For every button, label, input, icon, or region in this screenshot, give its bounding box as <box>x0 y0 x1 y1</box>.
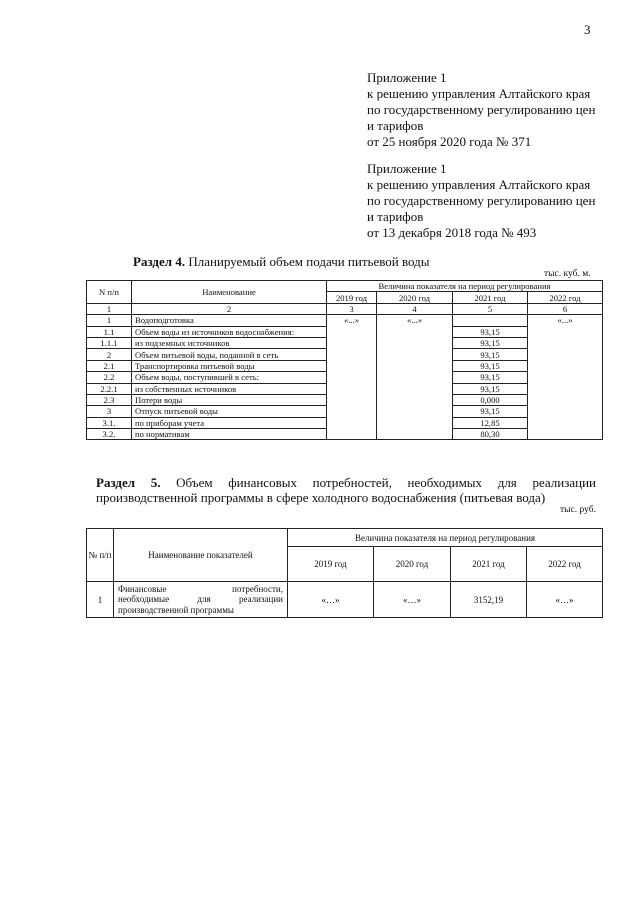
row-name: Объем воды из источников водоснабжения: <box>132 326 327 337</box>
value-2021: 93,15 <box>453 383 528 394</box>
row-num: 1 <box>87 582 114 618</box>
header-period: Величина показателя на период регулирования <box>288 529 603 547</box>
section4-title-text: Планируемый объем подачи питьевой воды <box>185 254 430 269</box>
value-2022: «...» <box>528 315 603 440</box>
value-2021: 0,000 <box>453 394 528 405</box>
row-name: Объем воды, поступившей в сеть: <box>132 372 327 383</box>
appendix-line: от 25 ноября 2020 года № 371 <box>367 134 532 149</box>
header-num: № п/п <box>87 529 114 582</box>
section4-title-bold: Раздел 4. <box>133 254 186 269</box>
section4-title <box>133 254 430 270</box>
appendix-current-header <box>367 70 632 150</box>
appendix-line: к решению управления Алтайского края <box>367 86 591 101</box>
row-num: 2.2.1 <box>87 383 132 394</box>
table-row <box>87 582 603 618</box>
col-number: 5 <box>453 303 528 314</box>
row-num: 2.1 <box>87 360 132 371</box>
value-2020: «...» <box>377 315 453 440</box>
section5-title-text: Объем финансовых потребностей, необходимых для реализации производственной программы в сфере холодного водоснабжения (питьевая вода) <box>96 475 596 505</box>
section5-title-bold: Раздел 5. <box>96 475 161 490</box>
value-2020: «…» <box>374 582 451 618</box>
value-2021: 12,85 <box>453 417 528 428</box>
row-num: 2.2 <box>87 372 132 383</box>
row-name <box>114 582 288 618</box>
value-2021: 93,15 <box>453 326 528 337</box>
col-number: 1 <box>87 303 132 314</box>
col-number: 6 <box>528 303 603 314</box>
row-name-line: производственной программы <box>118 604 234 615</box>
value-2022: «…» <box>527 582 603 618</box>
header-name: Наименование показателей <box>114 529 288 582</box>
header-year-2019: 2019 год <box>288 547 374 582</box>
header-period: Величина показателя на период регулирования <box>327 281 603 292</box>
appendix-original-header <box>367 161 632 241</box>
col-number: 3 <box>327 303 377 314</box>
row-name: из собственных источников <box>132 383 327 394</box>
header-year-2019: 2019 год <box>327 292 377 303</box>
appendix-line: по государственному регулированию цен <box>367 102 596 117</box>
col-number: 2 <box>132 303 327 314</box>
header-year-2021: 2021 год <box>451 547 527 582</box>
header-year-2020: 2020 год <box>374 547 451 582</box>
appendix-line: по государственному регулированию цен <box>367 193 596 208</box>
page-number: 3 <box>584 22 591 37</box>
appendix-line: Приложение 1 <box>367 161 447 176</box>
appendix-line: Приложение 1 <box>367 70 447 85</box>
value-2021: 3152,19 <box>451 582 527 618</box>
value-2021: 93,15 <box>453 360 528 371</box>
appendix-line: и тарифов <box>367 209 424 224</box>
row-name: Потери воды <box>132 394 327 405</box>
header-num: N п/п <box>87 281 132 304</box>
row-num: 1 <box>87 315 132 326</box>
row-name: по приборам учета <box>132 417 327 428</box>
section4-unit: тыс. куб. м. <box>544 269 591 279</box>
row-num: 1.1 <box>87 326 132 337</box>
row-num: 2.3 <box>87 394 132 405</box>
header-year-2021: 2021 год <box>453 292 528 303</box>
header-year-2020: 2020 год <box>377 292 453 303</box>
value-2021: 93,15 <box>453 337 528 348</box>
row-num: 3.1. <box>87 417 132 428</box>
section5-unit: тыс. руб. <box>560 505 596 515</box>
section5-table <box>86 528 603 618</box>
row-num: 3 <box>87 406 132 417</box>
value-2021: 93,15 <box>453 349 528 360</box>
section4-table <box>86 280 603 440</box>
row-name-line: необходимые для реализации <box>118 594 283 605</box>
row-name: из подземных источников <box>132 337 327 348</box>
header-year-2022: 2022 год <box>528 292 603 303</box>
value-2021: 93,15 <box>453 406 528 417</box>
header-name: Наименование <box>132 281 327 304</box>
appendix-line: к решению управления Алтайского края <box>367 177 591 192</box>
col-number: 4 <box>377 303 453 314</box>
row-num: 2 <box>87 349 132 360</box>
row-name-line: Финансовые потребности, <box>118 583 283 594</box>
appendix-line: от 13 декабря 2018 года № 493 <box>367 225 537 240</box>
row-num: 3.2. <box>87 429 132 440</box>
row-name: Водоподготовка <box>132 315 327 326</box>
section5-title <box>96 475 596 505</box>
header-year-2022: 2022 год <box>527 547 603 582</box>
value-2021: 93,15 <box>453 372 528 383</box>
value-2019: «…» <box>288 582 374 618</box>
row-name: Объем питьевой воды, поданной в сеть <box>132 349 327 360</box>
table-row <box>87 315 603 326</box>
row-num: 1.1.1 <box>87 337 132 348</box>
value-2021: 80,30 <box>453 429 528 440</box>
appendix-line: и тарифов <box>367 118 424 133</box>
value-2019: «...» <box>327 315 377 440</box>
value-2021 <box>453 315 528 326</box>
row-name: Отпуск питьевой воды <box>132 406 327 417</box>
row-name: по нормативам <box>132 429 327 440</box>
row-name: Транспортировка питьевой воды <box>132 360 327 371</box>
